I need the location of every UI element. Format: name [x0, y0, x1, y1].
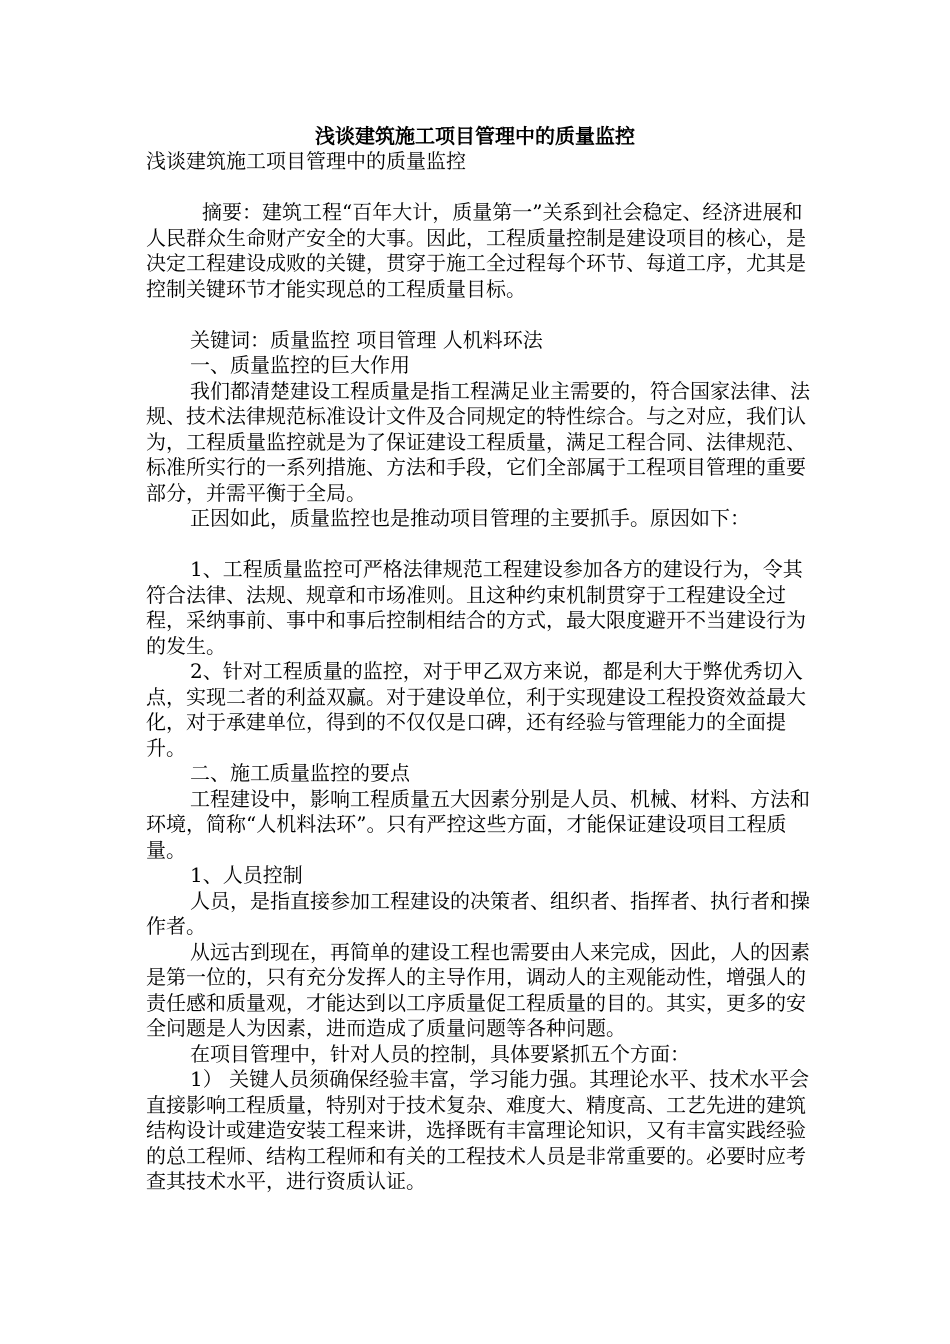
body-paragraph: 我们都清楚建设工程质量是指工程满足业主需要的，符合国家法律、法规、技术法律规范标准设计文件及合同规定的特性综合。与之对应，我们认为，工程质量监控就是为了保证建设工程质量，满足工程合同、法律规范、标准所实行的一系列措施、方法和手段，它们全部属于工程项目管理的重要部分，并需平衡于全局。 [146, 378, 810, 505]
blank-line [146, 532, 810, 558]
subsection-heading: 1、人员控制 [190, 863, 303, 887]
document-subtitle: 浅谈建筑施工项目管理中的质量监控 [146, 149, 466, 173]
blank-line [146, 302, 810, 328]
body-paragraph: 正因如此，质量监控也是推动项目管理的主要抓手。原因如下： [190, 506, 750, 530]
keywords-line: 关键词：质量监控 项目管理 人机料环法 [190, 327, 543, 352]
body-paragraph: 工程建设中，影响工程质量五大因素分别是人员、机械、材料、方法和环境，简称“人机料法环”。只有严控这些方面，才能保证建设项目工程质量。 [146, 786, 810, 862]
body-paragraph: 从远古到现在，再简单的建设工程也需要由人来完成，因此，人的因素是第一位的，只有充分发挥人的主导作用，调动人的主观能动性，增强人的责任感和质量观，才能达到以工序质量促工程质量的目的。其实，更多的安全问题是人为因素，进而造成了质量问题等各种问题。 [146, 939, 810, 1040]
body-paragraph: 1、工程质量监控可严格法律规范工程建设参加各方的建设行为，令其符合法律、法规、规章和市场准则。且这种约束机制贯穿于工程建设全过程，采纳事前、事中和事后控制相结合的方式，最大限度避开不当建设行为的发生。 [146, 557, 806, 658]
body-paragraph: 在项目管理中，针对人员的控制，具体要紧抓五个方面： [190, 1041, 690, 1066]
abstract-paragraph: 摘要：建筑工程“百年大计，质量第一”关系到社会稳定、经济进展和人民群众生命财产安全的大事。因此，工程质量控制是建设项目的核心，是决定工程建设成败的关键，贯穿于施工全过程每个环节、每道工序，尤其是控制关键环节才能实现总的工程质量目标。 [146, 200, 806, 301]
blank-line [146, 175, 810, 201]
body-paragraph: 人员，是指直接参加工程建设的决策者、组织者、指挥者、执行者和操作者。 [146, 888, 810, 938]
document-body [146, 149, 810, 1195]
section-heading-2: 二、施工质量监控的要点 [190, 761, 410, 785]
document-title: 浅谈建筑施工项目管理中的质量监控 [315, 124, 635, 148]
body-paragraph: 2、针对工程质量的监控，对于甲乙双方来说，都是利大于弊优秀切入点，实现二者的利益双赢。对于建设单位，利于实现建设工程投资效益最大化，对于承建单位，得到的不仅仅是口碑，还有经验与管理能力的全面提升。 [146, 659, 806, 760]
body-paragraph: 1） 关键人员须确保经验丰富，学习能力强。其理论水平、技术水平会直接影响工程质量，特别对于技术复杂、难度大、精度高、工艺先进的建筑结构设计或建造安装工程来讲，选择既有丰富理论知识，又有丰富实践经验的总工程师、结构工程师和有关的工程技术人员是非常重要的。必要时应考查其技术水平，进行资质认证。 [146, 1067, 810, 1193]
section-heading-1: 一、质量监控的巨大作用 [190, 353, 410, 377]
